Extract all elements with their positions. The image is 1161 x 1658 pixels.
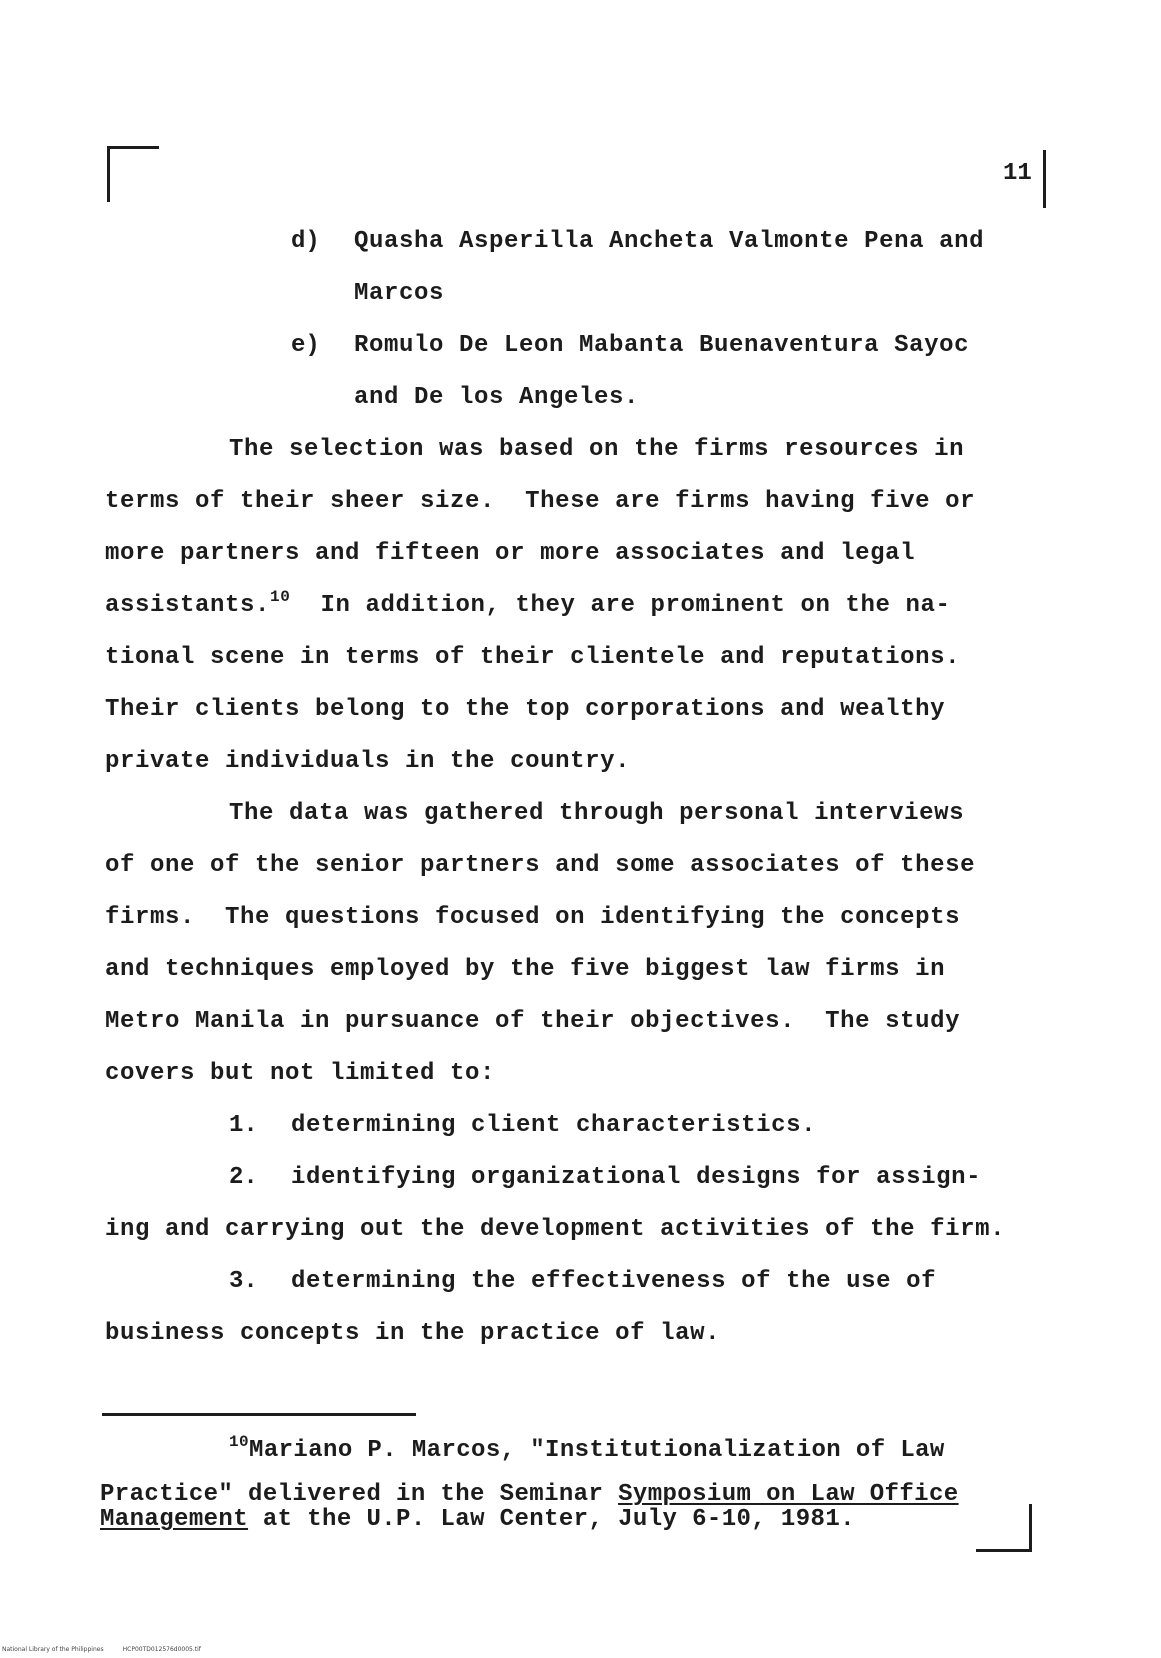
list-item-e-line-1: Romulo De Leon Mabanta Buenaventura Sayoc (354, 332, 970, 359)
list-marker-e: e) (291, 332, 320, 359)
numbered-item-3-line-1: determining the effectiveness of the use of (291, 1268, 937, 1295)
numbered-item-3-line-2: business concepts in the practice of law. (105, 1320, 721, 1347)
paragraph-2-line-2: of one of the senior partners and some associates of these (105, 852, 976, 879)
numbered-marker-3: 3. (229, 1268, 258, 1295)
footnote-line-2-text: Practice" delivered in the Seminar (100, 1481, 619, 1508)
crop-mark-top-left-vertical (107, 146, 110, 202)
paragraph-1-line-4-text-b: In addition, they are prominent on the na- (290, 592, 951, 619)
footnote-number: 10 (229, 1433, 250, 1451)
numbered-item-1-line-1: determining client characteristics. (291, 1112, 817, 1139)
list-item-d-line-1: Quasha Asperilla Ancheta Valmonte Pena and (354, 228, 985, 255)
scan-footer (2, 1646, 201, 1653)
crop-mark-bottom-right (976, 1549, 1032, 1552)
paragraph-2-line-4: and techniques employed by the five biggest law firms in (105, 956, 946, 983)
paragraph-1-line-1: The selection was based on the firms resources in (229, 436, 965, 463)
paragraph-1-line-3: more partners and fifteen or more associates and legal (105, 540, 916, 567)
scan-footer-left: National Library of the Philippines (2, 1646, 104, 1653)
footnote-reference: 10 (270, 588, 291, 606)
paragraph-1-line-4-text-a: assistants. (105, 592, 271, 619)
paragraph-1-line-2: terms of their sheer size. These are firms having five or (105, 488, 976, 515)
paragraph-2-line-6: covers but not limited to: (105, 1060, 496, 1087)
paragraph-2-line-5: Metro Manila in pursuance of their objectives. The study (105, 1008, 961, 1035)
crop-mark-top-left (107, 146, 159, 149)
footnote-title-part-2: Management (100, 1506, 249, 1533)
paragraph-1-line-5: tional scene in terms of their clientele and reputations. (105, 644, 961, 671)
crop-mark-top-right (1043, 150, 1046, 208)
list-marker-d: d) (291, 228, 320, 255)
paragraph-1-line-6: Their clients belong to the top corporations and wealthy (105, 696, 946, 723)
numbered-item-2-line-1: identifying organizational designs for assign- (291, 1164, 982, 1191)
footnote-line-1 (229, 1433, 945, 1464)
numbered-marker-2: 2. (229, 1164, 258, 1191)
paragraph-2-line-1: The data was gathered through personal interviews (229, 800, 965, 827)
footnote-line-3-text: at the U.P. Law Center, July 6-10, 1981. (248, 1506, 855, 1533)
list-item-e-line-2: and De los Angeles. (354, 384, 640, 411)
footnote-line-2 (100, 1482, 959, 1508)
footnote-line-1-text: Mariano P. Marcos, "Institutionalization of Law (249, 1437, 945, 1464)
list-item-d-line-2: Marcos (354, 280, 445, 307)
paragraph-1-line-7: private individuals in the country. (105, 748, 631, 775)
crop-mark-bottom-right-vertical (1029, 1504, 1032, 1552)
footnote-line-3 (100, 1507, 855, 1533)
numbered-marker-1: 1. (229, 1112, 258, 1139)
paragraph-2-line-3: firms. The questions focused on identifying the concepts (105, 904, 961, 931)
paragraph-1-line-4 (105, 588, 951, 620)
page-number: 11 (1003, 160, 1032, 187)
scan-footer-right: HCP00TD012576d0005.tif (122, 1646, 201, 1653)
numbered-item-2-line-2: ing and carrying out the development activities of the firm. (105, 1216, 1006, 1243)
footnote-separator (102, 1413, 416, 1416)
footnote-title-part-1: Symposium on Law Office (618, 1481, 959, 1508)
